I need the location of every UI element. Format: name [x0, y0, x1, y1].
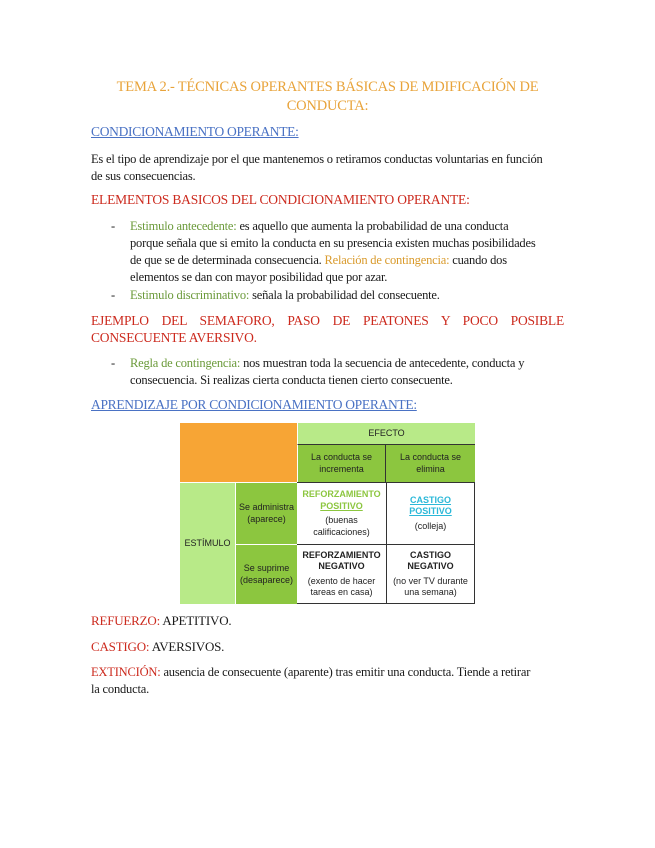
bullet-estimulo-discriminativo — [91, 287, 564, 304]
term-relacion-contingencia: Relación de contingencia: — [324, 253, 450, 267]
bullet-text-part: nos muestran toda la secuencia de antecedente, conducta y — [240, 356, 525, 370]
bullet-dash: - — [111, 356, 115, 370]
row-header-line: Se administra — [238, 502, 295, 512]
bullet-text — [130, 287, 564, 304]
row-header-line: Se suprime — [243, 563, 290, 573]
row-header-line: (desaparece) — [239, 574, 294, 585]
definition-castigo — [91, 638, 564, 655]
bullet-text-part: es aquello que aumenta la probabilidad de una conducta — [236, 219, 509, 233]
title-line-1: TEMA 2.- TÉCNICAS OPERANTES BÁSICAS DE MDIFICACIÓN DE — [116, 79, 539, 95]
bullet-estimulo-antecedente — [91, 218, 564, 288]
row-header-line: (aparece) — [247, 513, 286, 524]
cell-title: REFORZAMIENTO — [302, 549, 381, 560]
bullet-text-line: porque señala que si emito la conducta en su presencia existen muchas posibilidades — [130, 236, 536, 250]
bullet-text-part: señala la probabilidad del consecuente. — [249, 288, 440, 302]
cell-reforzamiento-positivo — [297, 482, 387, 545]
term-estimulo-discriminativo: Estimulo discriminativo: — [130, 288, 250, 302]
title-line-2: CONDUCTA: — [286, 98, 369, 114]
cell-title: NEGATIVO — [407, 561, 454, 571]
definition-label: CASTIGO: — [91, 639, 150, 654]
definition-text: la conducta. — [91, 682, 149, 696]
cell-example: tareas en casa) — [310, 587, 373, 597]
heading-elementos-basicos: ELEMENTOS BASICOS DEL CONDICIONAMIENTO OPERANTE: — [91, 192, 470, 207]
definition-refuerzo — [91, 612, 564, 629]
bullet-text-line: elementos se dan con mayor posibilidad que por azar. — [130, 270, 388, 284]
row-header-se-administra — [235, 482, 297, 544]
condicionamiento-table — [180, 423, 475, 604]
heading-line: CONSECUENTE AVERSIVO. — [91, 330, 257, 345]
header-estimulo: ESTÍMULO — [180, 482, 235, 604]
definition-text: AVERSIVOS. — [149, 639, 225, 654]
cell-example: una semana) — [404, 587, 457, 597]
cell-castigo-positivo — [386, 482, 475, 545]
bullet-dash: - — [111, 219, 115, 233]
row-header-se-suprime — [235, 544, 297, 604]
heading-aprendizaje: APRENDIZAJE POR CONDICIONAMIENTO OPERANTE: — [91, 397, 417, 412]
bullet-text-part: cuando dos — [449, 253, 507, 267]
term-regla-contingencia: Regla de contingencia: — [130, 356, 241, 370]
header-line: La conducta se — [310, 452, 373, 462]
document-title — [91, 78, 564, 116]
cell-example: (buenas — [325, 515, 358, 525]
definition-text: ausencia de consecuente (aparente) tras emitir una conducta. Tiende a retirar — [160, 665, 531, 679]
table-corner-cell — [180, 423, 297, 482]
header-conducta-incrementa — [297, 445, 386, 482]
definition-label: EXTINCIÓN: — [91, 665, 161, 679]
term-estimulo-antecedente: Estimulo antecedente: — [130, 219, 237, 233]
heading-condicionamiento-operante: CONDICIONAMIENTO OPERANTE: — [91, 124, 299, 139]
header-line: elimina — [416, 463, 445, 474]
header-line: incrementa — [319, 463, 364, 474]
cell-example: (colleja) — [414, 520, 447, 531]
cell-title: CASTIGO — [409, 549, 451, 560]
heading-ejemplo-semaforo — [91, 312, 564, 346]
bullet-text — [130, 218, 564, 286]
header-line: La conducta se — [399, 452, 462, 462]
header-efecto: EFECTO — [297, 423, 475, 445]
heading-line: EJEMPLO DEL SEMAFORO, PASO DE PEATONES Y POCO POSIBLE — [91, 313, 564, 328]
bullet-text-line: consecuencia. Si realizas cierta conducta tienen cierto consecuente. — [130, 373, 453, 387]
definition-extincion — [91, 664, 564, 698]
cell-example: calificaciones) — [313, 526, 370, 537]
cell-castigo-negativo — [386, 544, 475, 604]
paragraph-definition — [91, 151, 564, 185]
bullet-regla-contingencia — [91, 355, 564, 389]
cell-example: (exento de hacer — [307, 575, 376, 586]
cell-title: POSITIVO — [320, 500, 363, 511]
paragraph-line: Es el tipo de aprendizaje por el que mantenemos o retiramos conductas voluntarias en función — [91, 152, 543, 166]
paragraph-line: de sus consecuencias. — [91, 169, 196, 183]
cell-example: (no ver TV durante — [393, 575, 468, 586]
cell-title: CASTIGO — [409, 494, 451, 505]
definition-text: APETITIVO. — [159, 613, 232, 628]
bullet-dash: - — [111, 288, 115, 302]
bullet-text-part: de que se de determinada consecuencia. — [130, 253, 325, 267]
cell-title: REFORZAMIENTO — [302, 489, 381, 499]
cell-title: POSITIVO — [409, 506, 452, 517]
definition-label: REFUERZO: — [91, 613, 160, 628]
bullet-text — [130, 355, 564, 389]
header-conducta-elimina — [386, 445, 475, 482]
cell-reforzamiento-negativo — [297, 544, 387, 604]
cell-title: NEGATIVO — [318, 561, 365, 571]
